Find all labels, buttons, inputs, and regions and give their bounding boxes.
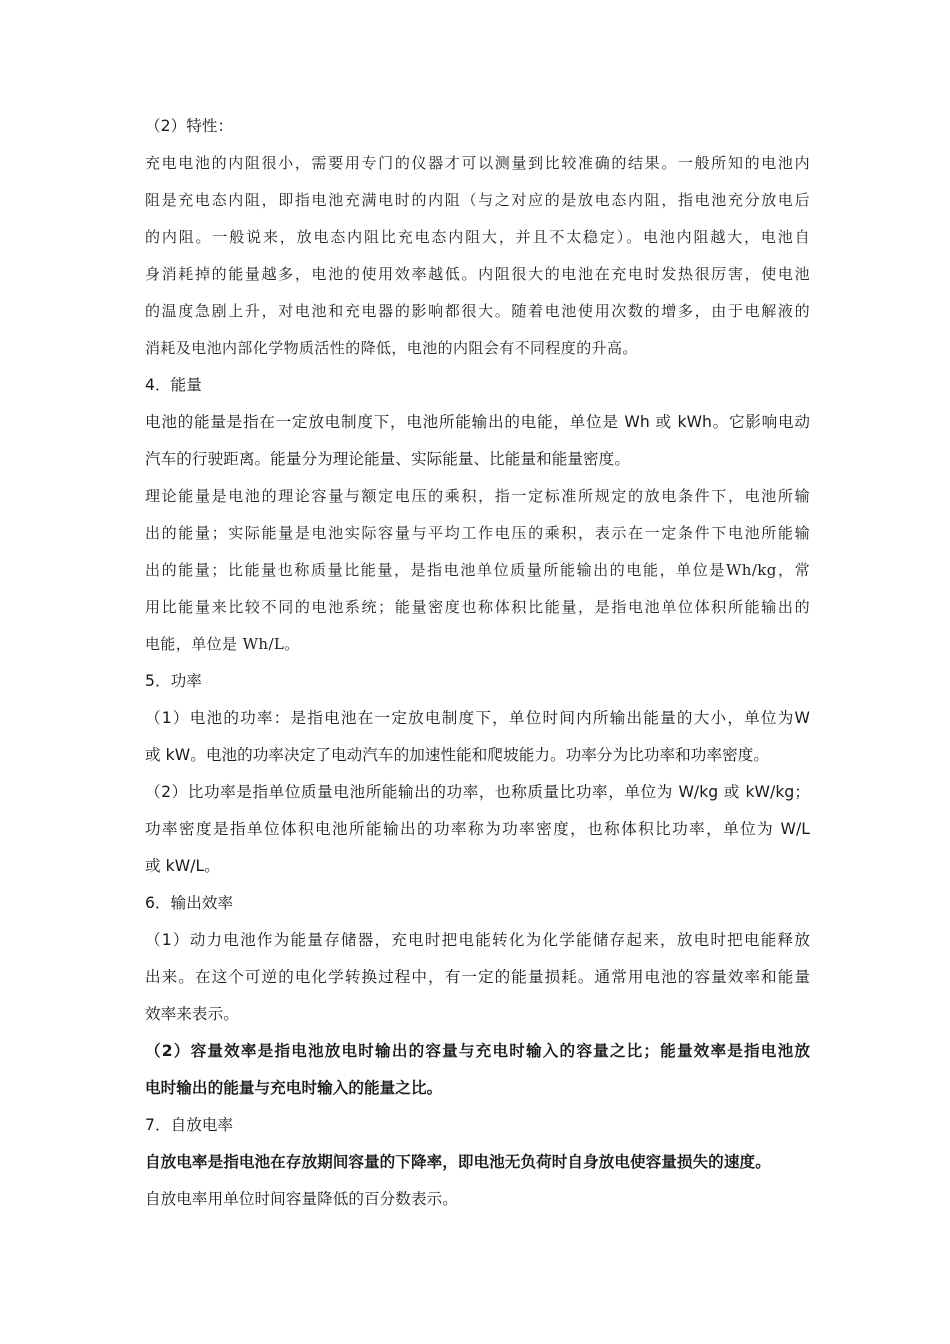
characteristics-line-1: 充电电池的内阻很小，需要用专门的仪器才可以测量到比较准确的结果。一般所知的电池内 [145, 154, 810, 172]
efficiency-p2-line-2: 电时输出的能量与充电时输入的能量之比。 [145, 1079, 443, 1097]
characteristics-line-3: 的内阻。一般说来，放电态内阻比充电态内阻大，并且不太稳定）。电池内阻越大，电池自 [145, 228, 810, 246]
energy-detail-line-3: 出的能量；比能量也称质量比能量，是指电池单位质量所能输出的电能，单位是Wh/kg，常 [145, 561, 810, 579]
power-p2-line-3: 或 kW/L。 [145, 857, 220, 875]
energy-detail-line-2: 出的能量；实际能量是电池实际容量与平均工作电压的乘积，表示在一定条件下电池所能输 [145, 524, 810, 542]
efficiency-p2-line-1: （2）容量效率是指电池放电时输出的容量与充电时输入的容量之比；能量效率是指电池放 [145, 1042, 810, 1060]
self-discharge-normal-line: 自放电率用单位时间容量降低的百分数表示。 [145, 1190, 458, 1208]
characteristics-heading: （2）特性： [145, 117, 234, 135]
power-heading: 5．功率 [145, 672, 202, 690]
characteristics-line-5: 的温度急剧上升，对电池和充电器的影响都很大。随着电池使用次数的增多，由于电解液的 [145, 302, 810, 320]
energy-intro-line-2: 汽车的行驶距离。能量分为理论能量、实际能量、比能量和能量密度。 [145, 450, 630, 468]
energy-detail-line-5: 电能，单位是 Wh/L。 [145, 635, 300, 653]
power-p1-line-2: 或 kW。电池的功率决定了电动汽车的加速性能和爬坡能力。功率分为比功率和功率密度。 [145, 746, 770, 764]
characteristics-line-6: 消耗及电池内部化学物质活性的降低，电池的内阻会有不同程度的升高。 [145, 339, 638, 357]
energy-intro-line-1: 电池的能量是指在一定放电制度下，电池所能输出的电能，单位是 Wh 或 kWh。它影响电动 [145, 413, 810, 431]
efficiency-p1-line-3: 效率来表示。 [145, 1005, 239, 1023]
power-p2-line-2: 功率密度是指单位体积电池所能输出的功率称为功率密度，也称体积比功率，单位为 W/L [145, 820, 810, 838]
power-p1-line-1: （1）电池的功率：是指电池在一定放电制度下，单位时间内所输出能量的大小，单位为W [145, 709, 810, 727]
characteristics-line-4: 身消耗掉的能量越多，电池的使用效率越低。内阻很大的电池在充电时发热很厉害，使电池 [145, 265, 810, 283]
self-discharge-bold-line: 自放电率是指电池在存放期间容量的下降率，即电池无负荷时自身放电使容量损失的速度。 [145, 1153, 771, 1171]
document-page [145, 108, 810, 1218]
characteristics-line-2: 阻是充电态内阻，即指电池充满电时的内阻（与之对应的是放电态内阻，指电池充分放电后 [145, 191, 810, 209]
power-p2-line-1: （2）比功率是指单位质量电池所能输出的功率，也称质量比功率，单位为 W/kg 或 kW/kg； [145, 783, 810, 801]
energy-detail-line-4: 用比能量来比较不同的电池系统；能量密度也称体积比能量，是指电池单位体积所能输出的 [145, 598, 810, 616]
efficiency-p1-line-1: （1）动力电池作为能量存储器，充电时把电能转化为化学能储存起来，放电时把电能释放 [145, 931, 810, 949]
efficiency-heading: 6．输出效率 [145, 894, 234, 912]
energy-heading: 4．能量 [145, 376, 202, 394]
efficiency-p1-line-2: 出来。在这个可逆的电化学转换过程中，有一定的能量损耗。通常用电池的容量效率和能量 [145, 968, 810, 986]
energy-detail-line-1: 理论能量是电池的理论容量与额定电压的乘积，指一定标准所规定的放电条件下，电池所输 [145, 487, 810, 505]
self-discharge-heading: 7．自放电率 [145, 1116, 234, 1134]
